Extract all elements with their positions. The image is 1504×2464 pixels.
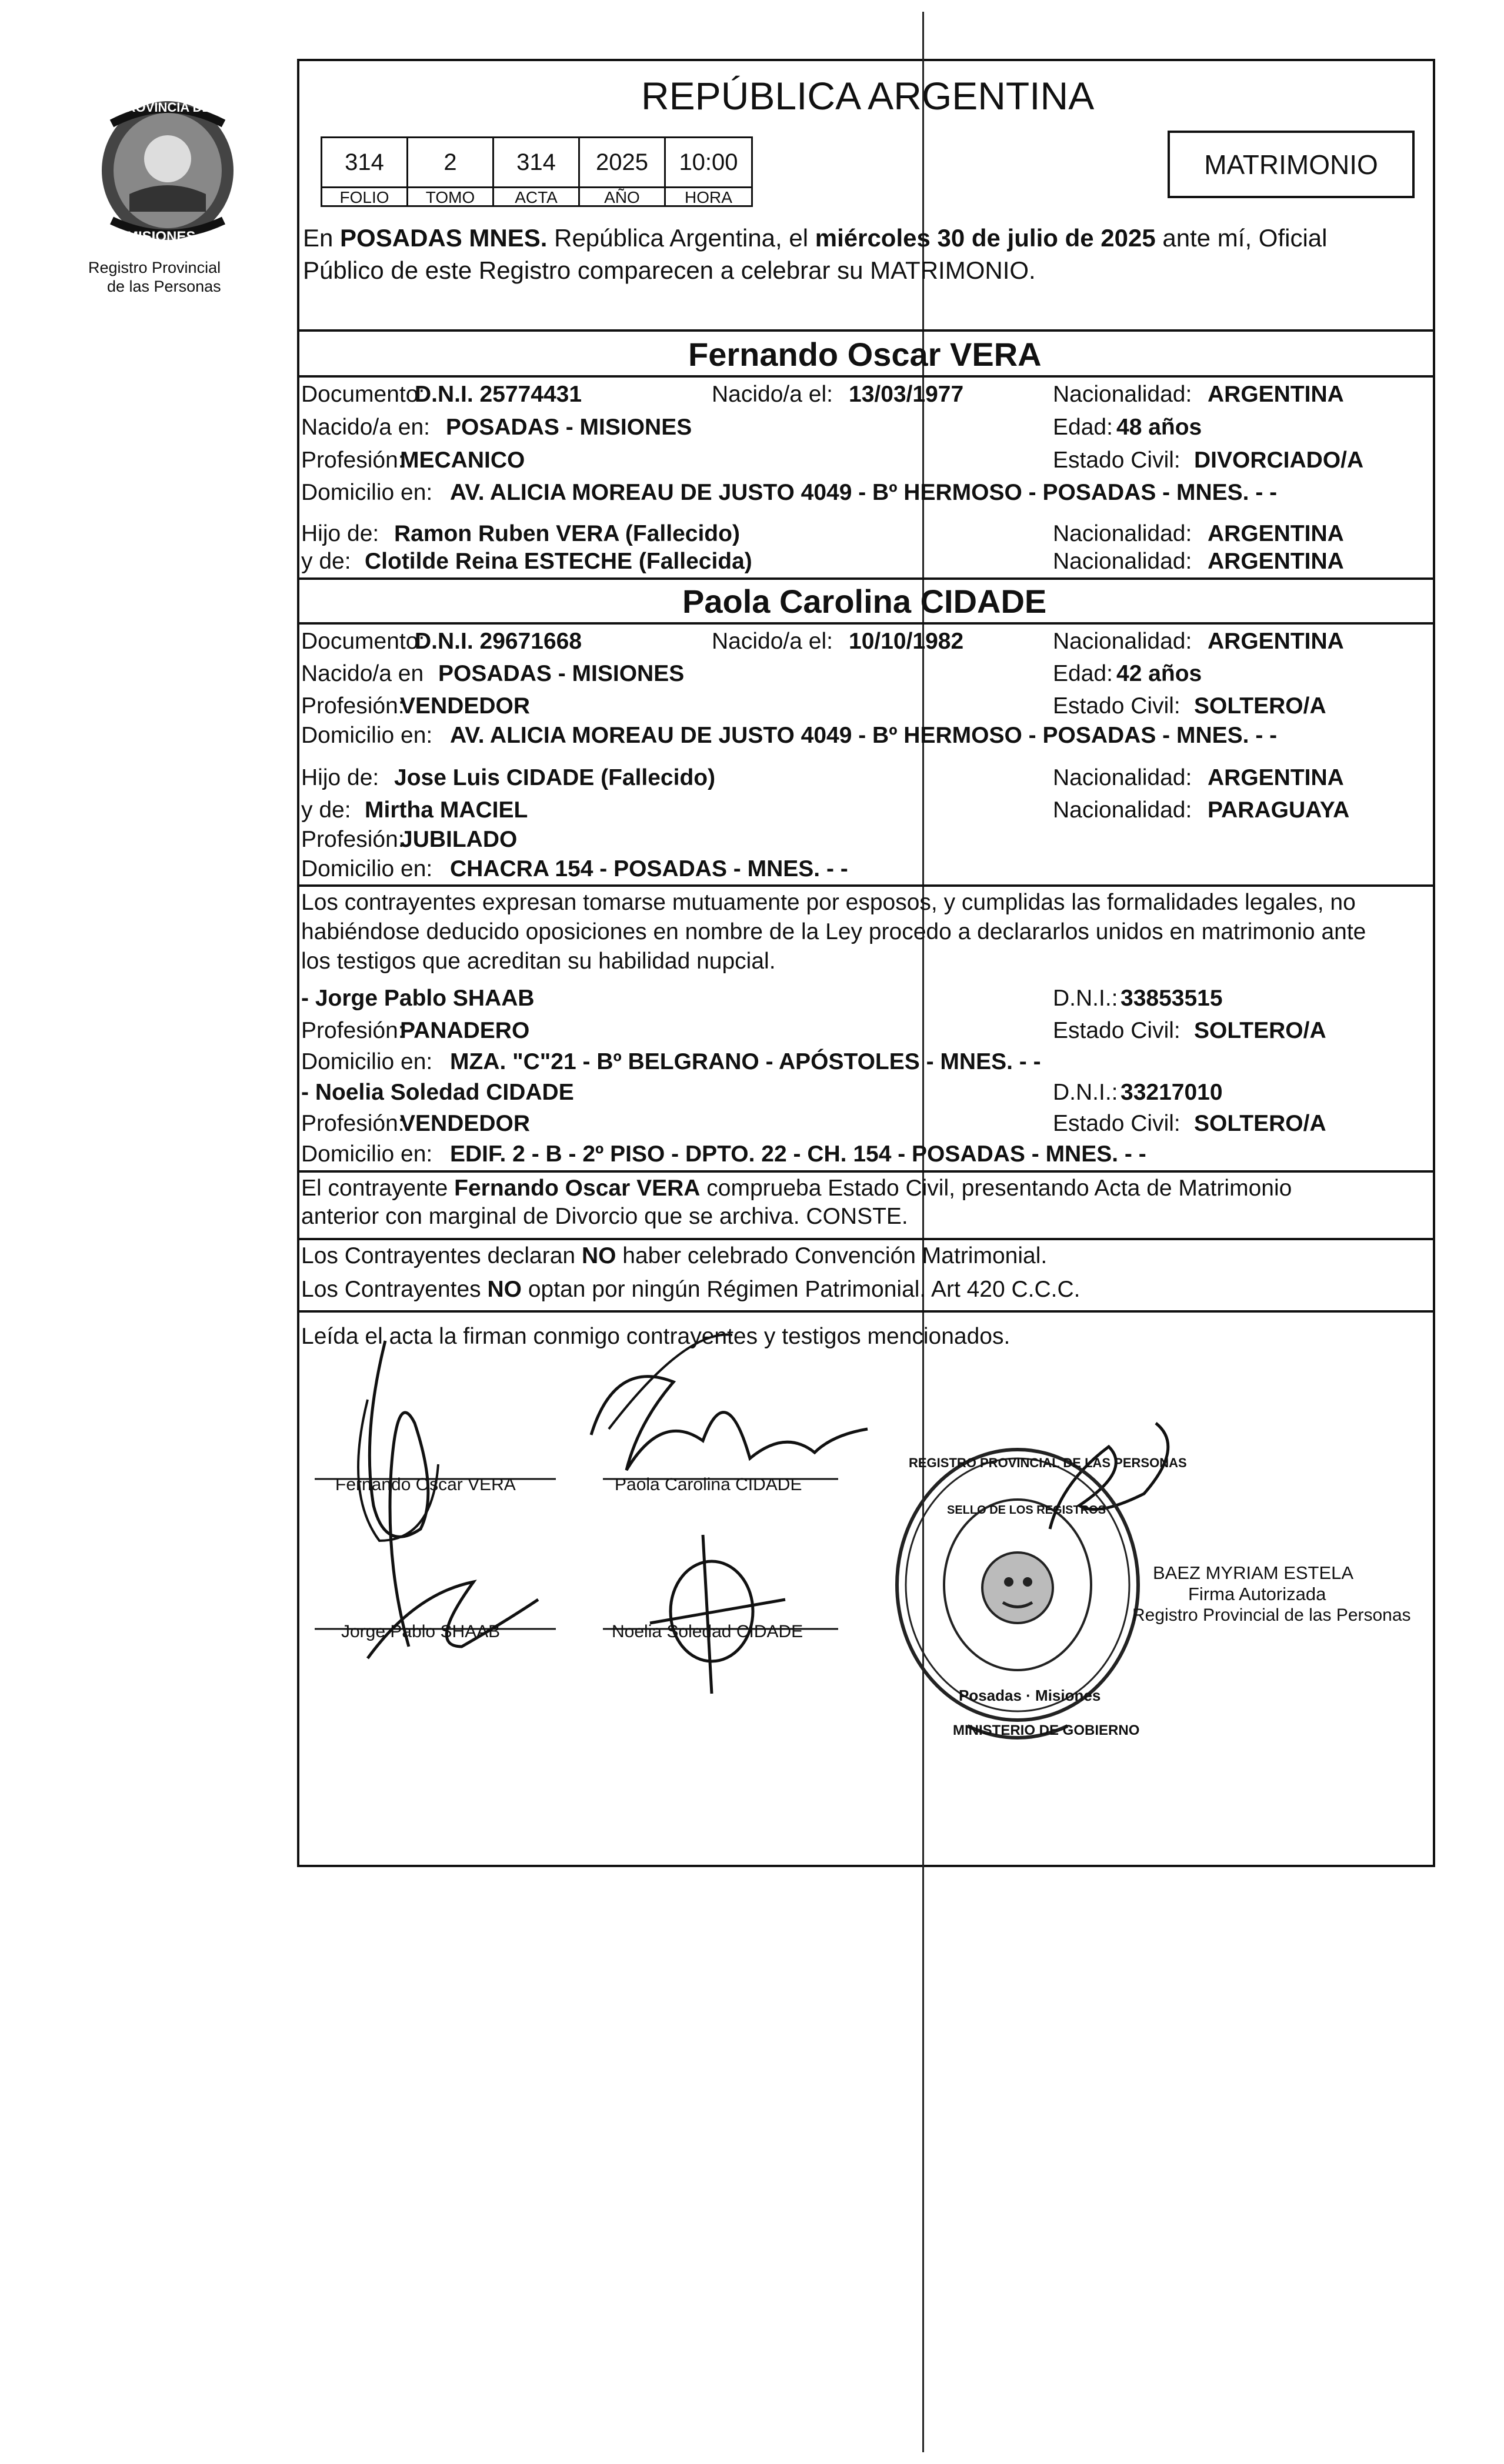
groom-father-nat-label: Nacionalidad: <box>1053 521 1192 546</box>
witness1-civil-label: Estado Civil: <box>1053 1018 1180 1043</box>
bride-civil-label: Estado Civil: <box>1053 693 1180 719</box>
bride-mother-address-value: CHACRA 154 - POSADAS - MNES. - - <box>450 856 848 882</box>
groom-job-label: Profesión: <box>301 448 405 473</box>
bride-mother-label: y de: <box>301 797 351 823</box>
regime-line2 <box>301 1276 1081 1303</box>
fold-line <box>922 12 924 2452</box>
bride-civil-value: SOLTERO/A <box>1194 693 1326 719</box>
groom-doc-label: Documento: <box>301 382 425 407</box>
groom-name: Fernando Oscar VERA <box>688 336 1042 373</box>
hora-label: HORA <box>666 186 751 207</box>
groom-mother-nat-label: Nacionalidad: <box>1053 549 1192 574</box>
intro-date: miércoles 30 de julio de 2025 <box>815 224 1156 252</box>
witness-intro-line2: habiéndose deducido oposiciones en nombre de la Ley procedo a declararlos unidos en matrimonio ante <box>301 919 1366 944</box>
divider-signatures <box>297 1310 1435 1313</box>
bride-doc-label: Documento: <box>301 629 425 654</box>
bride-father-nat-value: ARGENTINA <box>1208 765 1344 790</box>
groom-signature-caption: Fernando Oscar VERA <box>335 1475 516 1494</box>
regime2-prefix: Los Contrayentes <box>301 1277 488 1302</box>
divider-groom-name <box>297 375 1435 378</box>
bride-father-nat-label: Nacionalidad: <box>1053 765 1192 790</box>
groom-mother-value: Clotilde Reina ESTECHE (Fallecida) <box>365 549 752 574</box>
act-type-box: MATRIMONIO <box>1168 131 1415 198</box>
witness1-dni-label: D.N.I.: <box>1053 986 1118 1011</box>
note-name: Fernando Oscar VERA <box>454 1176 701 1201</box>
divider-regime <box>297 1238 1435 1240</box>
groom-civil-label: Estado Civil: <box>1053 448 1180 473</box>
regime2-suffix: optan por ningún Régimen Patrimonial. Art 420 C.C.C. <box>522 1277 1081 1302</box>
page-title: REPÚBLICA ARGENTINA <box>641 74 1095 118</box>
witness2-job-value: VENDEDOR <box>400 1111 531 1136</box>
witness1-job-value: PANADERO <box>400 1018 530 1043</box>
groom-father-value: Ramon Ruben VERA (Fallecido) <box>394 521 740 546</box>
registry-box <box>321 136 753 207</box>
groom-address-value: AV. ALICIA MOREAU DE JUSTO 4049 - Bº HERMOSO - POSADAS - MNES. - - <box>450 480 1278 505</box>
bride-mother-job-label: Profesión: <box>301 827 405 852</box>
bride-mother-nat-label: Nacionalidad: <box>1053 797 1192 823</box>
hora-value: 10:00 <box>679 149 738 175</box>
bride-age-label: Edad: <box>1053 661 1113 686</box>
bride-birthplace-label: Nacido/a en <box>301 661 424 686</box>
groom-father-label: Hijo de: <box>301 521 379 546</box>
note-line2: anterior con marginal de Divorcio que se archiva. CONSTE. <box>301 1204 908 1229</box>
witness2-civil-value: SOLTERO/A <box>1194 1111 1326 1136</box>
seal-inner-text: SELLO DE LOS REGISTROS <box>947 1504 1106 1517</box>
ano-value: 2025 <box>580 138 666 186</box>
official-registry: Registro Provincial de las Personas <box>1132 1605 1411 1625</box>
divider-bride <box>297 577 1435 580</box>
witness1-signature-caption: Jorge Pablo SHAAB <box>341 1622 501 1641</box>
groom-nat-label: Nacionalidad: <box>1053 382 1192 407</box>
witness2-name: - Noelia Soledad CIDADE <box>301 1080 574 1105</box>
groom-address-label: Domicilio en: <box>301 480 433 505</box>
witness2-dni-label: D.N.I.: <box>1053 1080 1118 1105</box>
bride-signature <box>591 1377 868 1470</box>
bride-mother-value: Mirtha MACIEL <box>365 797 528 823</box>
intro-line1 <box>303 223 1327 253</box>
divider-groom <box>297 329 1435 332</box>
groom-age-label: Edad: <box>1053 415 1113 440</box>
bride-father-label: Hijo de: <box>301 765 379 790</box>
tomo-value: 2 <box>408 138 494 186</box>
bride-address-label: Domicilio en: <box>301 723 433 748</box>
witness2-address-label: Domicilio en: <box>301 1141 433 1167</box>
intro-prefix: En <box>303 224 341 252</box>
bride-doc-value: D.N.I. 29671668 <box>415 629 582 654</box>
bride-name: Paola Carolina CIDADE <box>682 583 1047 620</box>
acta-value: 314 <box>494 138 580 186</box>
groom-doc-value: D.N.I. 25774431 <box>415 382 582 407</box>
bride-job-label: Profesión: <box>301 693 405 719</box>
bride-birthplace-value: POSADAS - MISIONES <box>438 661 685 686</box>
witness1-civil-value: SOLTERO/A <box>1194 1018 1326 1043</box>
witness1-address-value: MZA. "C"21 - Bº BELGRANO - APÓSTOLES - MNES. - - <box>450 1049 1041 1074</box>
divider-note <box>297 1170 1435 1173</box>
groom-job-value: MECANICO <box>400 448 525 473</box>
logo-caption-line2: de las Personas <box>107 278 221 295</box>
groom-mother-label: y de: <box>301 549 351 574</box>
bride-job-value: VENDEDOR <box>400 693 531 719</box>
bride-mother-nat-value: PARAGUAYA <box>1208 797 1350 823</box>
bride-age-value: 42 años <box>1116 661 1202 686</box>
witness2-address-value: EDIF. 2 - B - 2º PISO - DPTO. 22 - CH. 154 - POSADAS - MNES. - - <box>450 1141 1146 1167</box>
groom-age-value: 48 años <box>1116 415 1202 440</box>
bride-nat-label: Nacionalidad: <box>1053 629 1192 654</box>
intro-mid: República Argentina, el <box>547 224 815 252</box>
emblem-text-top: PROVINCIA DE <box>118 100 211 115</box>
intro-suffix: ante mí, Oficial <box>1155 224 1328 252</box>
read-line: Leída el acta la firman conmigo contrayentes y testigos mencionados. <box>301 1324 1011 1349</box>
emblem-text-bottom: MISIONES <box>126 229 196 245</box>
seal-outer-text: REGISTRO PROVINCIAL DE LAS PERSONAS <box>909 1455 1187 1470</box>
note-suffix: comprueba Estado Civil, presentando Acta de Matrimonio <box>700 1176 1292 1201</box>
tomo-label: TOMO <box>408 186 494 207</box>
witness2-civil-label: Estado Civil: <box>1053 1111 1180 1136</box>
intro-city: POSADAS MNES. <box>340 224 548 252</box>
seal-base-text: MINISTERIO DE GOBIERNO <box>953 1722 1140 1738</box>
divider-bride-name <box>297 622 1435 625</box>
divider-witnesses <box>297 884 1435 887</box>
bride-address-value: AV. ALICIA MOREAU DE JUSTO 4049 - Bº HERMOSO - POSADAS - MNES. - - <box>450 723 1278 748</box>
groom-born-label: Nacido/a el: <box>712 382 833 407</box>
groom-father-nat-value: ARGENTINA <box>1208 521 1344 546</box>
note-prefix: El contrayente <box>301 1176 455 1201</box>
bride-signature-caption: Paola Carolina CIDADE <box>615 1475 802 1494</box>
witness-intro-line3: los testigos que acreditan su habilidad nupcial. <box>301 949 776 974</box>
ano-label: AÑO <box>580 186 666 207</box>
bride-nat-value: ARGENTINA <box>1208 629 1344 654</box>
witness1-dni-value: 33853515 <box>1121 986 1223 1011</box>
witness-intro-line1: Los contrayentes expresan tomarse mutuamente por esposos, y cumplidas las formalidades legales, no <box>301 890 1356 915</box>
regime1-prefix: Los Contrayentes declaran <box>301 1243 582 1268</box>
bride-born-value: 10/10/1982 <box>849 629 964 654</box>
regime-line1 <box>301 1243 1047 1270</box>
logo-caption-line1: Registro Provincial <box>88 259 221 276</box>
regime1-suffix: haber celebrado Convención Matrimonial. <box>616 1243 1048 1268</box>
groom-civil-value: DIVORCIADO/A <box>1194 448 1364 473</box>
bride-born-label: Nacido/a el: <box>712 629 833 654</box>
folio-value: 314 <box>322 138 408 186</box>
seal-bottom-text: Posadas · Misiones <box>959 1687 1101 1704</box>
witness2-signature-caption: Noelia Soledad CIDADE <box>612 1622 803 1641</box>
groom-birthplace-value: POSADAS - MISIONES <box>446 415 692 440</box>
witness2-dni-value: 33217010 <box>1121 1080 1223 1105</box>
intro-line2: Público de este Registro comparecen a celebrar su MATRIMONIO. <box>303 256 1036 284</box>
bride-mother-job-value: JUBILADO <box>400 827 518 852</box>
official-authorized: Firma Autorizada <box>1188 1584 1326 1604</box>
groom-nat-value: ARGENTINA <box>1208 382 1344 407</box>
acta-label: ACTA <box>494 186 580 207</box>
groom-born-value: 13/03/1977 <box>849 382 964 407</box>
bride-mother-address-label: Domicilio en: <box>301 856 433 882</box>
regime2-bold: NO <box>487 1277 522 1302</box>
regime1-bold: NO <box>581 1243 616 1268</box>
groom-birthplace-label: Nacido/a en: <box>301 415 430 440</box>
witness1-name: - Jorge Pablo SHAAB <box>301 986 535 1011</box>
folio-label: FOLIO <box>322 186 408 207</box>
bride-father-value: Jose Luis CIDADE (Fallecido) <box>394 765 716 790</box>
witness1-job-label: Profesión: <box>301 1018 405 1043</box>
witness2-job-label: Profesión: <box>301 1111 405 1136</box>
note-line1 <box>301 1175 1292 1202</box>
groom-mother-nat-value: ARGENTINA <box>1208 549 1344 574</box>
official-name: BAEZ MYRIAM ESTELA <box>1153 1562 1354 1583</box>
witness1-address-label: Domicilio en: <box>301 1049 433 1074</box>
